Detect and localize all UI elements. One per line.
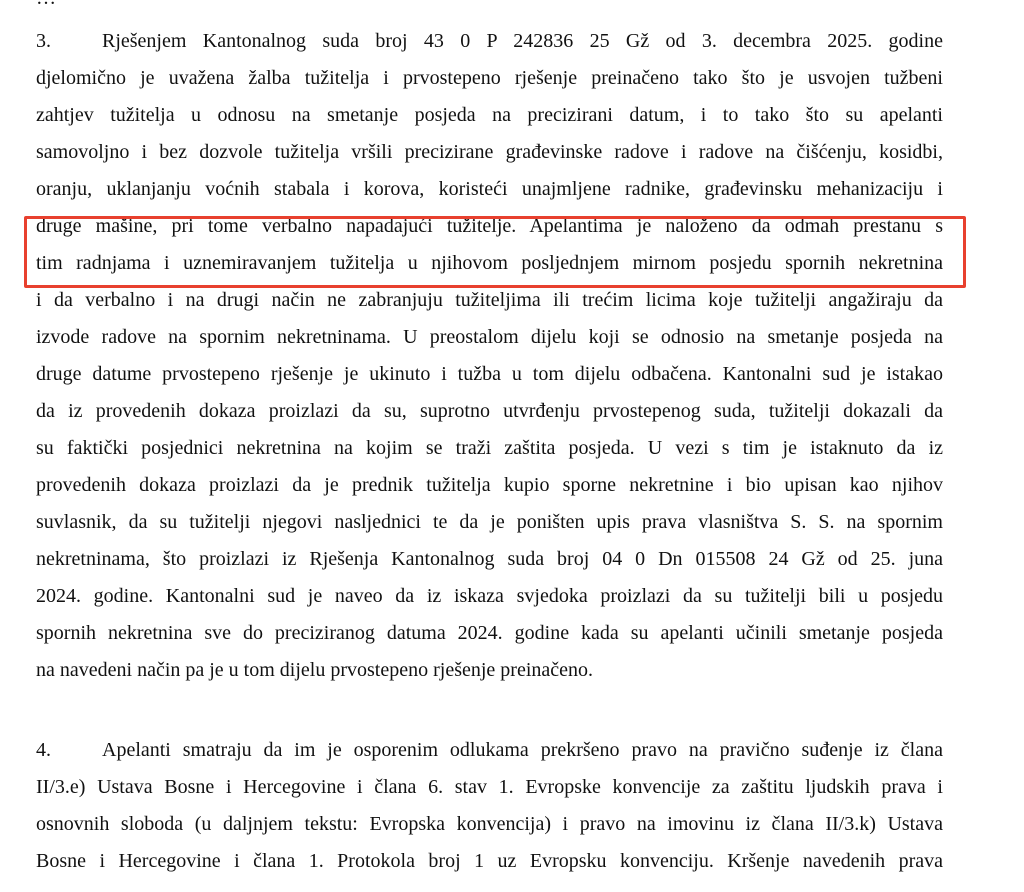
text-line: da iz provedenih dokaza proizlazi da su, suprotno utvrđenju prvostepenog suda, tužitelji dokazali da — [36, 400, 943, 422]
text-line: druge mašine, pri tome verbalno napadajući tužitelje. Apelantima je naloženo da odmah prestanu s — [36, 215, 943, 237]
text-line — [36, 732, 943, 769]
text-line: 2024. godine. Kantonalni sud je naveo da iz iskaza svjedoka proizlazi da su tužitelji bili u posjedu — [36, 585, 943, 607]
text-line: na navedeni način pa je u tom dijelu prvostepeno rješenje preinačeno. — [36, 659, 594, 681]
text-line: tim radnjama i uznemiravanjem tužitelja u njihovom posljednjem mirnom posjedu spornih nekretnina — [36, 252, 943, 274]
paragraph-4 — [36, 732, 943, 880]
text-line: Bosne i Hercegovine i člana 1. Protokola broj 1 uz Evropsku konvenciju. Kršenje navedenih prava — [36, 850, 943, 872]
text-line: druge datume prvostepeno rješenje je ukinuto i tužba u tom dijelu odbačena. Kantonalni sud je istakao — [36, 363, 943, 385]
text-line: provedenih dokaza proizlazi da je prednik tužitelja kupio sporne nekretnine i bio upisan kao njihov — [36, 474, 943, 496]
text-line — [36, 23, 943, 60]
line-text: Rješenjem Kantonalnog suda broj 43 0 P 242836 25 Gž od 3. decembra 2025. godine — [102, 30, 943, 52]
text-line: nekretninama, što proizlazi iz Rješenja Kantonalnog suda broj 04 0 Dn 015508 24 Gž od 25. juna — [36, 548, 943, 570]
text-line: oranju, uklanjanju voćnih stabala i korova, koristeći unajmljene radnike, građevinsku mehanizaciju i — [36, 178, 943, 200]
text-line: spornih nekretnina sve do preciziranog datuma 2024. godine kada su apelanti učinili smetanje posjeda — [36, 622, 943, 644]
text-line: i da verbalno i na drugi način ne zabranjuju tužiteljima ili trećim licima koje tužitelji angažiraju da — [36, 289, 943, 311]
text-line: samovoljno i bez dozvole tužitelja vršili precizirane građevinske radove i radove na čišćenju, kosidbi, — [36, 141, 943, 163]
text-line: izvode radove na spornim nekretninama. U preostalom dijelu koji se odnosio na smetanje posjeda na — [36, 326, 943, 348]
text-line: djelomično je uvažena žalba tužitelja i prvostepeno rješenje preinačeno tako što je usvojen tužbeni — [36, 67, 943, 89]
text-line: zahtjev tužitelja u odnosu na smetanje posjeda na precizirani datum, i to tako što su apelanti — [36, 104, 943, 126]
paragraph-3 — [36, 23, 943, 689]
line-text: Apelanti smatraju da im je osporenim odlukama prekršeno pravo na pravično suđenje iz člana — [102, 739, 943, 761]
text-line: II/3.e) Ustava Bosne i Hercegovine i člana 6. stav 1. Evropske konvencije za zaštitu ljudskih prava i — [36, 776, 943, 798]
text-line: su faktički posjednici nekretnina na kojim se traži zaštita posjeda. U vezi s tim je istaknuto da iz — [36, 437, 943, 459]
partial-top-line — [36, 0, 56, 8]
text-line: suvlasnik, da su tužitelji njegovi nasljednici te da je poništen upis prava vlasništva S. S. na spornim — [36, 511, 943, 533]
paragraph-number: 4. — [36, 739, 51, 761]
paragraph-number: 3. — [36, 30, 51, 52]
text-line: osnovnih sloboda (u daljnjem tekstu: Evropska konvencija) i pravo na imovinu iz člana II/3.k) Ustava — [36, 813, 943, 835]
